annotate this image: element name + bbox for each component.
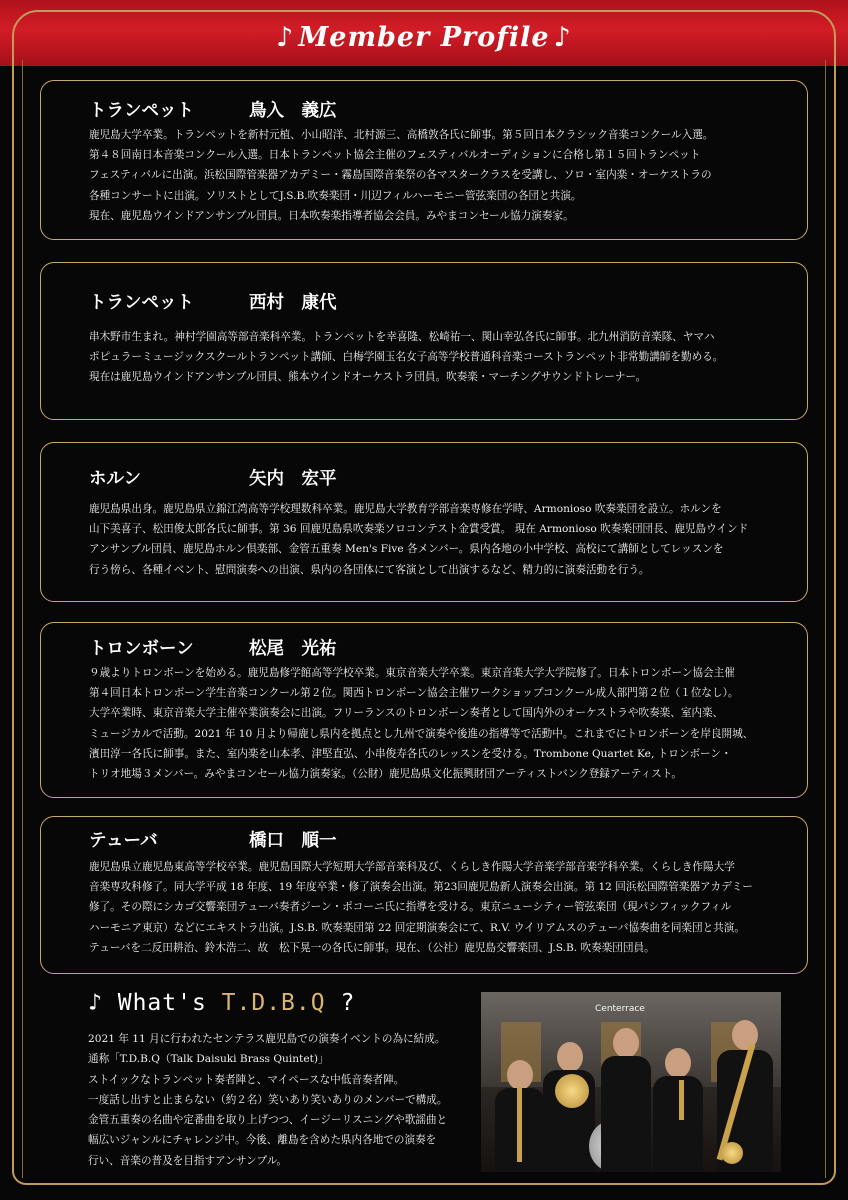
bio-line: 音楽専攻科修了。同大学平成 18 年度、19 年度卒業・修了演奏会出演。第23回鹿児島新人演奏会出演。第 12 回浜松国際管楽器アカデミー bbox=[89, 881, 753, 894]
bio-line: 鹿児島県立鹿児島東高等学校卒業。鹿児島国際大学短期大学部音楽科及び、くらしき作陽大学音楽学部音楽学科卒業。くらしき作陽大学 bbox=[89, 861, 735, 873]
member-name: 鳥入 義広 bbox=[249, 101, 337, 121]
bio-line: フェスティバルに出演。浜松国際管楽器アカデミー・霧島国際音楽祭の各マスタークラスを受講し、ソロ・室内楽・オーケストラの bbox=[89, 169, 712, 182]
whats-line: 幅広いジャンルにチャレンジ中。今後、離島を含めた県内各地での演奏を bbox=[88, 1134, 437, 1147]
member-name: 西村 康代 bbox=[249, 293, 337, 313]
bio-line: 修了。その際にシカゴ交響楽団テューバ奏者ジーン・ポコーニ氏に指導を受ける。東京ニューシティー管弦楽団（現パシフィックフィル bbox=[89, 901, 732, 914]
music-note-icon: ♪ bbox=[276, 22, 295, 53]
whats-title bbox=[88, 990, 355, 1016]
music-note-icon: ♪ bbox=[553, 22, 572, 53]
member-bio bbox=[89, 663, 793, 784]
trumpet-icon bbox=[679, 1080, 684, 1120]
bio-line: 現在、鹿児島ウインドアンサンブル団員。日本吹奏楽指導者協会会員。みやまコンセール協力演奏家。 bbox=[89, 209, 574, 222]
member-instrument: テューバ bbox=[89, 831, 158, 851]
whats-line: 一度話し出すと止まらない（約２名）笑いあり笑いありのメンバーで構成。 bbox=[88, 1093, 448, 1106]
bio-line: ９歳よりトロンボーンを始める。鹿児島修学館高等学校卒業。東京音楽大学卒業。東京音楽大学大学院修了。日本トロンボーン協会主催 bbox=[89, 667, 735, 679]
bio-line: ハーモニア東京）などにエキストラ出演。J.S.B. 吹奏楽団第 22 回定期演奏会にて、R.V. ウイリアムスのテューバ協奏曲を同楽団と共演。 bbox=[89, 921, 745, 934]
member-card-matsuo bbox=[40, 622, 808, 798]
photo-sign: Centerrace bbox=[595, 1004, 645, 1014]
bio-line: ミュージカルで活動。2021 年 10 月より帰鹿し県内を拠点とし九州で演奏や後進の指導等で活動中。これまでにトロンボーンを岸良開城、 bbox=[89, 727, 754, 740]
member-name: 松尾 光祐 bbox=[249, 639, 337, 659]
member-name: 矢内 宏平 bbox=[249, 469, 337, 489]
member-instrument: トロンボーン bbox=[89, 639, 194, 659]
bio-line: 現在は鹿児島ウインドアンサンブル団員、熊本ウインドオーケストラ団員。吹奏楽・マーチングサウンドトレーナー。 bbox=[89, 371, 647, 384]
bio-line: ポピュラーミュージックスクールトランペット講師、白梅学園玉名女子高等学校普通科音楽コーストランペット非常勤講師を勤める。 bbox=[89, 351, 724, 364]
page-title-text: Member Profile bbox=[298, 22, 550, 53]
member-body bbox=[653, 1076, 703, 1172]
bio-line: トリオ地場３メンバー。みやまコンセール協力演奏家。（公財）鹿児島県文化振興財団アーティストバンク登録アーティスト。 bbox=[89, 768, 682, 781]
member-name: 橋口 順一 bbox=[249, 831, 337, 851]
whats-line: 通称「T.D.B.Q（Talk Daisuki Brass Quintet)」 bbox=[88, 1053, 329, 1066]
member-card-nishimura bbox=[40, 262, 808, 420]
whats-line: 金管五重奏の名曲や定番曲を取り上げつつ、イージーリスニングや歌謡曲と bbox=[88, 1114, 448, 1127]
header-band bbox=[0, 0, 848, 66]
member-figure bbox=[653, 1026, 703, 1172]
whats-line: ストイックなトランペット奏者陣と、マイペースな中低音奏者陣。 bbox=[88, 1073, 405, 1086]
bio-line: 第４回日本トロンボーン学生音楽コンクール第２位。関西トロンボーン協会主催ワークショップコンクール成人部門第２位（１位なし）。 bbox=[89, 687, 739, 700]
member-card-hashiguchi bbox=[40, 816, 808, 974]
music-note-icon: ♪ bbox=[88, 990, 103, 1016]
whats-title-name: T.D.B.Q bbox=[221, 990, 326, 1016]
member-face bbox=[507, 1060, 533, 1090]
member-card-yauchi bbox=[40, 442, 808, 602]
member-bio bbox=[89, 499, 793, 580]
member-bio bbox=[89, 857, 793, 958]
whats-description bbox=[88, 1029, 488, 1171]
member-face bbox=[665, 1048, 691, 1078]
bio-line: 串木野市生まれ。神村学園高等部音楽科卒業。トランペットを幸喜隆、松崎祐一、関山幸弘各氏に師事。北九州消防音楽隊、ヤマハ bbox=[89, 331, 715, 343]
group-photo bbox=[481, 992, 781, 1172]
page-title bbox=[0, 22, 848, 53]
member-face bbox=[557, 1042, 583, 1072]
bio-line: 鹿児島大学卒業。トランペットを新村元植、小山昭洋、北村源三、高橋敦各氏に師事。第５回日本クラシック音楽コンクール入選。 bbox=[89, 129, 714, 141]
member-instrument: トランペット bbox=[89, 293, 194, 313]
member-bio bbox=[89, 327, 793, 388]
member-face bbox=[613, 1028, 639, 1058]
member-instrument: ホルン bbox=[89, 469, 142, 489]
trumpet-icon bbox=[517, 1087, 522, 1162]
member-figure bbox=[601, 1014, 651, 1172]
bio-line: 濱田淳一各氏に師事。また、室内楽を山本孝、津堅直弘、小串俊寿各氏のレッスンを受ける。Trombone Quartet Ke, トロンボーン・ bbox=[89, 747, 732, 760]
bio-line: 行う傍ら、各種イベント、慰問演奏への出演、県内の各団体にて客演として出演するなど、精力的に演奏活動を行う。 bbox=[89, 563, 650, 576]
bio-line: テューバを二反田耕治、鈴木浩二、故 松下晃一の各氏に師事。現在、（公社）鹿児島交響楽団、J.S.B. 吹奏楽団団員。 bbox=[89, 941, 655, 954]
trombone-bell-icon bbox=[721, 1142, 743, 1164]
whats-line: 2021 年 11 月に行われたセンテラス鹿児島での演奏イベントの為に結成。 bbox=[88, 1033, 446, 1045]
bio-line: 山下美喜子、松田俊太郎各氏に師事。第 36 回鹿児島県吹奏楽ソロコンテスト金賞受賞。 現在 Armonioso 吹奏楽団団長、鹿児島ウインド bbox=[89, 523, 749, 536]
whats-title-suffix: ? bbox=[340, 990, 356, 1016]
bio-line: アンサンブル団員、鹿児島ホルン倶楽部、金管五重奏 Men's Five 各メンバー。県内各地の小中学校、高校にて講師としてレッスンを bbox=[89, 543, 724, 556]
bio-line: 鹿児島県出身。鹿児島県立錦江湾高等学校理数科卒業。鹿児島大学教育学部音楽専修在学時、Armonioso 吹奏楽団を設立。ホルンを bbox=[89, 503, 722, 515]
bio-line: 各種コンサートに出演。ソリストとしてJ.S.B.吹奏楽団・川辺フィルハーモニー管弦楽団の各団と共演。 bbox=[89, 189, 582, 202]
bio-line: 大学卒業時、東京音楽大学主催卒業演奏会に出演。フリーランスのトロンボーン奏者として国内外のオーケストラや吹奏楽、室内楽、 bbox=[89, 707, 724, 720]
member-body bbox=[601, 1056, 651, 1172]
member-instrument: トランペット bbox=[89, 101, 194, 121]
whats-line: 行い、音楽の普及を目指すアンサンブル。 bbox=[88, 1154, 288, 1167]
member-card-torii bbox=[40, 80, 808, 240]
bio-line: 第４８回南日本音楽コンクール入選。日本トランペット協会主催のフェスティバルオーディションに合格し第１５回トランペット bbox=[89, 149, 701, 162]
horn-icon bbox=[555, 1074, 589, 1108]
member-bio bbox=[89, 125, 793, 226]
whats-title-prefix: What's bbox=[117, 990, 207, 1016]
